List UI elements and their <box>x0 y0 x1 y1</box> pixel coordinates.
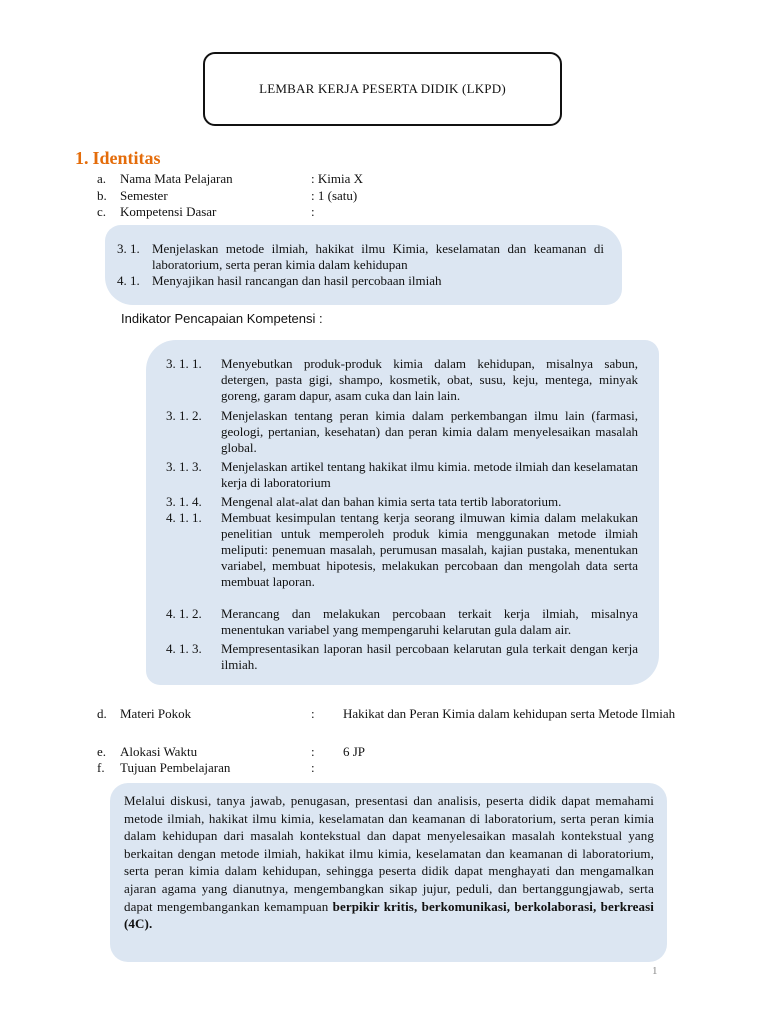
ipk-code: 3. 1. 2. <box>166 408 202 423</box>
ipk-text: Menyebutkan produk-produk kimia dalam kehidupan, misalnya sabun, detergen, pasta gigi, shampo, kosmetik, obat, susu, keju, mentega, minyak goreng, garam dapur, asam cuka dan lain lain. <box>221 356 638 403</box>
ipk-text: Mengenal alat-alat dan bahan kimia serta tata tertib laboratorium. <box>221 494 562 509</box>
tujuan-row <box>97 760 677 776</box>
row-colon: : <box>311 706 315 721</box>
ipk-code: 4. 1. 2. <box>166 606 202 621</box>
row-value: : 1 (satu) <box>311 188 358 203</box>
row-value: 6 JP <box>343 744 366 759</box>
tujuan-bold: berpikir kritis, berkomunikasi, berkolaborasi, berkreasi (4C). <box>124 898 655 932</box>
ipk-code: 3. 1. 4. <box>166 494 202 509</box>
row-label: Tujuan Pembelajaran <box>120 760 231 775</box>
kd-text: Menjelaskan metode ilmiah, hakikat ilmu Kimia, keselamatan dan keamanan di laboratorium, serta peran kimia dalam kehidupan <box>152 241 604 272</box>
row-label: Alokasi Waktu <box>120 744 198 759</box>
ipk-title: Indikator Pencapaian Kompetensi : <box>121 311 323 326</box>
section-label: Identitas <box>92 148 161 168</box>
row-label: Nama Mata Pelajaran <box>120 171 233 186</box>
row-letter: d. <box>97 706 107 721</box>
ipk-text: Membuat kesimpulan tentang kerja seorang ilmuwan kimia dalam melakukan penelitian untuk memperoleh produk kimia menggunakan metode ilmiah meliputi: penemuan masalah, perumusan masalah, kajian pustaka, menentukan variabel, membuat hipotesis, melakukan percobaan dan mengolah data serta membuat laporan. <box>221 510 638 589</box>
row-colon: : <box>311 744 315 759</box>
ipk-box <box>146 340 659 685</box>
kd-code: 4. 1. <box>117 273 140 288</box>
ipk-code: 3. 1. 1. <box>166 356 202 371</box>
alokasi-waktu-row <box>97 744 677 760</box>
tujuan-body: Melalui diskusi, tanya jawab, penugasan, presentasi dan analisis, peserta didik dapat memahami metode ilmiah, hakikat ilmu kimia, keselamatan dan keamanan di laboratorium, serta peran kimia dalam kehidupan dari masalah kontekstual dan dapat menyelesaikan masalah kontekstual yang berkaitan dengan metode ilmiah, hakikat ilmu kimia, keselamatan dan keamanan di laboratorium, serta peran kimia dalam kehidupan, sehingga peserta didik dapat menghayati dan mengamalkan ajaran agama yang dianutnya, mengembangkan sikap jujur, peduli, dan bertanggungjawab, serta dapat mengembangankan kemampuan <box>124 793 654 914</box>
row-label: Semester <box>120 188 168 203</box>
ipk-text: Menjelaskan artikel tentang hakikat ilmu kimia. metode ilmiah dan keselamatan kerja di laboratorium <box>221 459 638 490</box>
document-title: LEMBAR KERJA PESERTA DIDIK (LKPD) <box>203 52 562 126</box>
page-number: 1 <box>652 965 658 977</box>
ipk-text: Menjelaskan tentang peran kimia dalam perkembangan ilmu lain (farmasi, geologi, pertanian, kesehatan) dan peran kimia dalam menyelesaikan masalah global. <box>221 408 638 455</box>
tujuan-text <box>124 792 654 933</box>
ipk-text: Mempresentasikan laporan hasil percobaan kelarutan gula terkait dengan kerja ilmiah. <box>221 641 638 672</box>
row-colon: : <box>311 760 315 775</box>
ipk-code: 4. 1. 3. <box>166 641 202 656</box>
ipk-text: Merancang dan melakukan percobaan terkait kerja ilmiah, misalnya menentukan variabel yang mempengaruhi kelarutan gula dalam air. <box>221 606 638 637</box>
row-letter: c. <box>97 204 107 219</box>
section-heading <box>75 148 161 169</box>
row-label: Materi Pokok <box>120 706 192 721</box>
kd-text: Menyajikan hasil rancangan dan hasil percobaan ilmiah <box>152 273 442 288</box>
row-value: Hakikat dan Peran Kimia dalam kehidupan serta Metode Ilmiah <box>343 706 676 721</box>
kompetensi-dasar-box <box>105 225 622 305</box>
ipk-code: 3. 1. 3. <box>166 459 202 474</box>
row-label: Kompetensi Dasar <box>120 204 217 219</box>
row-value: : <box>311 204 315 219</box>
row-value: : Kimia X <box>311 171 363 186</box>
row-letter: a. <box>97 171 107 186</box>
kd-code: 3. 1. <box>117 241 140 256</box>
materi-pokok-row <box>97 706 677 740</box>
tujuan-box <box>110 783 667 962</box>
ipk-code: 4. 1. 1. <box>166 510 202 525</box>
row-letter: b. <box>97 188 107 203</box>
row-letter: f. <box>97 760 105 775</box>
row-letter: e. <box>97 744 107 759</box>
section-number: 1. <box>75 148 89 168</box>
